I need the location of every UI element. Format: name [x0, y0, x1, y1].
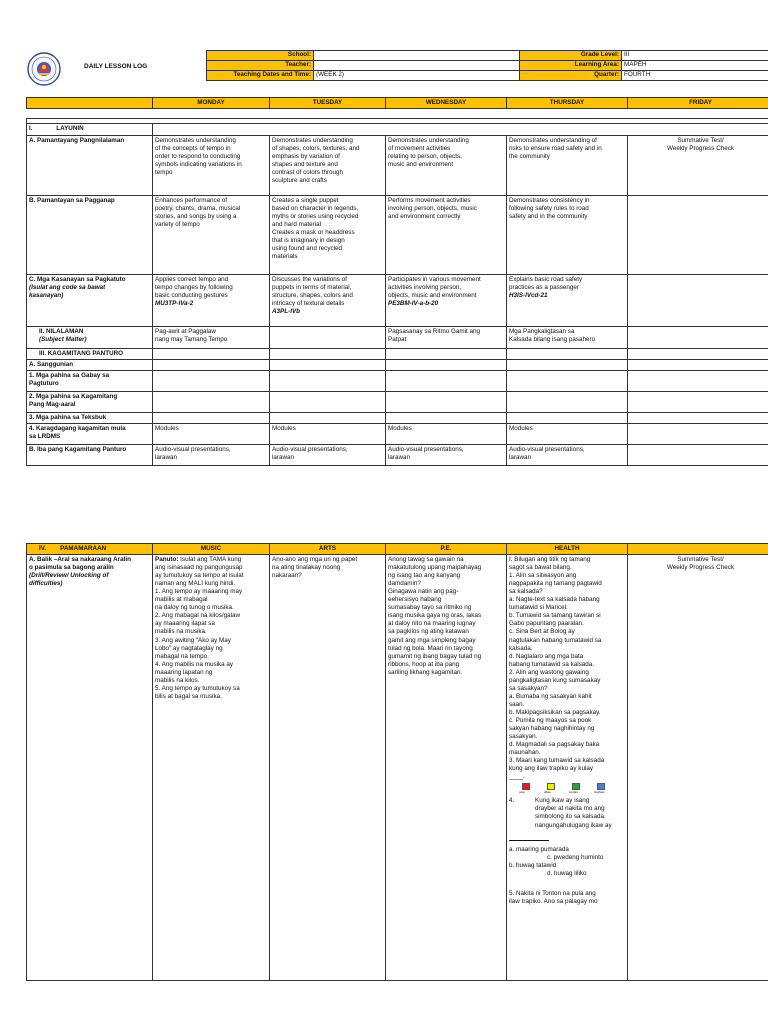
competencies-wednesday — [386, 275, 507, 327]
other-resources-label: B. Iba pang Kagamitang Panturo — [27, 445, 153, 466]
performance-standards-thursday: Demonstrates consistency in following safety rules to road safety and in the community — [507, 196, 628, 275]
learning-area-label: Learning Area: — [520, 61, 622, 71]
review-music — [153, 555, 270, 981]
teacher-guide-cell — [270, 371, 386, 392]
performance-standards-wednesday: Performs movement activities involving person, objects, music and environment correctly — [386, 196, 507, 275]
other-resources-friday — [628, 445, 768, 466]
content-standards-label: A. Pamantayang Pangnilalaman — [27, 136, 153, 196]
content-standards-monday: Demonstrates understanding of the concepts of tempo in order to respond to conducting symbols indicating variations in tempo — [153, 136, 270, 196]
health-blank: ____. — [509, 773, 525, 781]
resources-heading-cell — [507, 349, 628, 360]
col-friday — [628, 544, 768, 555]
references-cell — [386, 360, 507, 371]
blue-label: bughaw — [594, 790, 605, 795]
subject-matter-heading: NILALAMAN — [46, 328, 84, 335]
content-standards-tuesday: Demonstrates understanding of shapes, colors, textures, and emphasis by variation of shapes and texture and contrast of colors through sculpture and crafts — [270, 136, 386, 196]
resources-heading — [27, 349, 153, 360]
learner-materials-cell — [628, 392, 768, 413]
lrmds-materials-label: 4. Karagdagang kagamitan mula sa LRDMS — [27, 424, 153, 445]
other-resources-wednesday: Audio-visual presentations, larawan — [386, 445, 507, 466]
learner-materials-cell — [386, 392, 507, 413]
content-standards-thursday: Demonstrates understanding of risks to ensure road safety and in the community — [507, 136, 628, 196]
content-standards-wednesday: Demonstrates understanding of movement activities relating to person, objects, music and environment — [386, 136, 507, 196]
competencies-tuesday — [270, 275, 386, 327]
procedure-heading-num: IV. — [39, 545, 47, 552]
grade-level-value[interactable]: III — [622, 51, 768, 61]
quarter-label: Quarter: — [520, 71, 622, 81]
textbook-cell — [270, 413, 386, 424]
health-q4-num: 4. — [509, 797, 515, 805]
color-chip-blue — [594, 783, 610, 795]
days-header-table — [26, 97, 768, 109]
lrmds-wednesday: Modules — [386, 424, 507, 445]
q4-option-a: a. maaring pumarada — [509, 845, 569, 853]
lrmds-friday — [628, 424, 768, 445]
objectives-heading-text: LAYUNIN — [56, 125, 84, 132]
competency-text: Discusses the variations of puppets in terms of material, structure, shapes, colors and intricacy of textural details — [272, 276, 353, 308]
review-note: (Drill/Review/ Unlocking of difficulties) — [29, 572, 109, 588]
learner-materials-pages-label: 2. Mga pahina sa Kagamitang Pang Mag-aaral — [27, 392, 153, 413]
day-friday: FRIDAY — [628, 98, 768, 109]
teacher-guide-pages-label: 1. Mga pahina sa Gabay sa Pagtuturo — [27, 371, 153, 392]
q4-option-c: c. pwedeng huminto — [547, 853, 604, 861]
color-chip-red — [519, 783, 535, 795]
subject-matter-note: (Subject Matter) — [39, 336, 87, 344]
performance-standards-friday — [628, 196, 768, 275]
other-resources-thursday: Audio-visual presentations, larawan — [507, 445, 628, 466]
subject-matter-thursday: Mga Pangkaligtasan sa Kalsada bilang isang pasahero — [507, 327, 628, 349]
yellow-label: dilaw — [544, 790, 551, 795]
resources-heading-num: III. — [39, 350, 46, 357]
teaching-dates-value[interactable]: (WEEK 2) — [314, 71, 520, 81]
teacher-value[interactable] — [314, 61, 520, 71]
competencies-note: (Isulat ang code sa bawat kasanayan) — [29, 284, 106, 300]
other-resources-monday: Audio-visual presentations, larawan — [153, 445, 270, 466]
competency-text: Participates in various movement activities involving person, objects, music and environment — [388, 276, 481, 300]
col-arts: ARTS — [270, 544, 386, 555]
traffic-light-color-chips — [519, 783, 625, 795]
blue-swatch — [597, 783, 605, 790]
content-standards-friday: Summative Test/ Weekly Progress Check — [628, 136, 768, 196]
school-value[interactable] — [314, 51, 520, 61]
textbook-cell — [507, 413, 628, 424]
day-monday: MONDAY — [153, 98, 270, 109]
q4-option-b: b. huwag tatawid — [509, 861, 557, 869]
competencies-friday — [628, 275, 768, 327]
references-cell — [153, 360, 270, 371]
competency-text: Applies correct tempo and tempo changes by following basic conducting gestures — [155, 276, 233, 300]
day-thursday: THURSDAY — [507, 98, 628, 109]
resources-heading-cell — [386, 349, 507, 360]
quarter-value[interactable]: FOURTH — [622, 71, 768, 81]
answer-blank-line — [509, 840, 549, 841]
col-health: HEALTH — [507, 544, 628, 555]
weekly-lesson-table — [26, 118, 768, 466]
competency-code: MU3TP-IVa-2 — [155, 300, 194, 308]
learner-materials-cell — [270, 392, 386, 413]
music-instruction-text: Isulat ang TAMA kung ang isinasaad ng pangungusap ay tumutukoy sa tempo at isulat naman ang MALI kung hindi. 1. Ang tempo ay maaaring may mabilis at mabagal na daloy ng tunog o musika. 2. Ang mabagal na kilos/galaw ay maaaring ilapat sa mabilis na musika. 3. Ang awiting “Ako ay May Lobo” ay nagtataglay ng mabagal na tempo. 4. Ang mabilis na musika ay maaaring lapatan ng mabilis na kilos. 5. Ang tempo ay tumutukoy sa bilis at bagal sa musika. — [155, 556, 244, 700]
textbook-cell — [386, 413, 507, 424]
textbook-pages-label: 3. Mga pahina sa Teksbuk — [27, 413, 153, 424]
competencies-label: C. Mga Kasanayan sa Pagkatuto — [29, 276, 126, 283]
competency-code: H3IS-IVcd-21 — [509, 292, 548, 300]
review-label: A. Balik –Aral sa nakaraang Aralin o pasimula sa bagong aralin — [29, 556, 131, 572]
learner-materials-cell — [153, 392, 270, 413]
subject-matter-num: II. — [39, 328, 45, 335]
teacher-guide-cell — [507, 371, 628, 392]
resources-heading-text: KAGAMITANG PANTURO — [47, 350, 124, 357]
lrmds-tuesday: Modules — [270, 424, 386, 445]
health-questions: I. Bilugan ang titik ng tamang sagot sa bawat bilang. 1. Alin sa sitwasyon ang nagpapakita ng tamang pagtawid sa kalsada? a. Nagte-text sa kalsada habang tumatawid si Maricel. b. Tumawid sa tamang tawiran si Gabo papuntang paaralan. c. Sina Bert at Bolog ay nagtulakan habang tumatawid sa kalsada. d. Naglalaro ang mga bata habang tumatawid sa kalsada. 2. Alin ang wastong gawaing pangkaligtasan kung sumasakay sa sasakyan? a. Bumaba ng sasakyan kahit saan. b. Makipagsiksikan sa pagsakay. c. Pumila ng maayos sa pook sakyan habang naghihintay ng sasakyan. d. Magmadali sa pagsakay baka maunahan. 3. Maari kang tumawid sa kalsada kung ang ilaw trapiko ay kulay — [509, 556, 605, 773]
daily-lesson-log-title: DAILY LESSON LOG — [84, 63, 148, 70]
green-label: luntian — [569, 790, 578, 795]
review-health — [507, 555, 628, 981]
references-label: A. Sanggunian — [27, 360, 153, 371]
red-swatch — [522, 783, 530, 790]
teacher-guide-cell — [153, 371, 270, 392]
subject-matter-friday — [628, 327, 768, 349]
references-cell — [507, 360, 628, 371]
review-friday: Summative Test/ Weekly Progress Check — [628, 555, 768, 981]
competency-code: A3PL-IVb — [272, 308, 300, 316]
review-arts: Ano-ano ang mga uri ng papet na ating tinalakay noong nakaraan? — [270, 555, 386, 981]
lrmds-monday: Modules — [153, 424, 270, 445]
procedure-heading-text: PAMAMARAAN — [60, 545, 107, 552]
procedure-table — [26, 543, 768, 981]
music-instruction-head: Panuto: — [155, 556, 179, 564]
school-label: School: — [207, 51, 314, 61]
deped-seal-logo — [27, 52, 61, 86]
teacher-guide-cell — [386, 371, 507, 392]
col-pe: P.E. — [386, 544, 507, 555]
health-q4 — [509, 797, 625, 829]
health-q5: 5. Nakita ni Tonton na pula ang ilaw trapiko. Ano sa palagay mo — [509, 889, 598, 905]
resources-heading-cell — [270, 349, 386, 360]
q4-option-d: d. huwag liliko — [547, 869, 587, 877]
subject-matter-label-cell — [27, 327, 153, 349]
header-info-table — [206, 50, 768, 81]
day-tuesday: TUESDAY — [270, 98, 386, 109]
procedure-heading — [27, 544, 153, 555]
performance-standards-label: B. Pamantayan sa Pagganap — [27, 196, 153, 275]
references-cell — [270, 360, 386, 371]
references-cell — [628, 360, 768, 371]
color-chip-yellow — [544, 783, 560, 795]
learning-area-value[interactable]: MAPEH — [622, 61, 768, 71]
competency-code: PE3BM-IV-a-b-20 — [388, 300, 439, 308]
subject-matter-monday: Pag-awit at Paggalaw nang may Tamang Tempo — [153, 327, 270, 349]
days-corner-cell — [27, 98, 153, 109]
teaching-dates-label: Teaching Dates and Time: — [207, 71, 314, 81]
review-label-cell — [27, 555, 153, 981]
performance-standards-tuesday: Creates a single puppet based on character in legends, myths or stories using recycled and hard material Creates a mask or headdress that is imaginary in design using found and recycled materials — [270, 196, 386, 275]
yellow-swatch — [547, 783, 555, 790]
objectives-heading — [27, 124, 153, 136]
learner-materials-cell — [507, 392, 628, 413]
subject-matter-wednesday: Pagsasanay sa Ritmo Gamit ang Patpat — [386, 327, 507, 349]
objectives-heading-fill — [153, 124, 768, 136]
other-resources-tuesday: Audio-visual presentations, larawan — [270, 445, 386, 466]
grade-level-label: Grade Level: — [520, 51, 622, 61]
teacher-guide-cell — [628, 371, 768, 392]
competencies-label-cell — [27, 275, 153, 327]
green-swatch — [572, 783, 580, 790]
review-pe: Anong tawag sa gawain na makatutulong upang maipahayag ng isang tao ang kanyang damdamin? Ginagawa natin ang pag- eehersisyo habang sumasabay tayo sa ritmiko ng isang musika gaya ng oras, lakas at daloy nito na maaring iugnay sa pagkilos ng ating katawan gamit ang mga simpleng bagay tulad ng bola. Maari rin tayong gumamit ng ibang bagay tulad ng ribbons, hoop at iba pang sariling likhang kagamitan. — [386, 555, 507, 981]
competencies-thursday — [507, 275, 628, 327]
health-q4-text: Kung ikaw ay isang drayber at nakita mo ang simbolong ito sa kalsada, nangungahulugang ikaw ay — [535, 797, 612, 829]
red-label: pula — [519, 790, 525, 795]
objectives-heading-num: I. — [29, 125, 33, 132]
color-chip-green — [569, 783, 585, 795]
textbook-cell — [628, 413, 768, 424]
resources-heading-cell — [628, 349, 768, 360]
subject-matter-tuesday — [270, 327, 386, 349]
resources-heading-cell — [153, 349, 270, 360]
day-wednesday: WEDNESDAY — [386, 98, 507, 109]
lrmds-thursday: Modules — [507, 424, 628, 445]
performance-standards-monday: Enhances performance of poetry, chants, drama, musical stories, and songs by using a variety of tempo — [153, 196, 270, 275]
teacher-label: Teacher: — [207, 61, 314, 71]
textbook-cell — [153, 413, 270, 424]
competencies-monday — [153, 275, 270, 327]
col-music: MUSIC — [153, 544, 270, 555]
competency-text: Explains basic road safety practices as a passenger — [509, 276, 583, 292]
